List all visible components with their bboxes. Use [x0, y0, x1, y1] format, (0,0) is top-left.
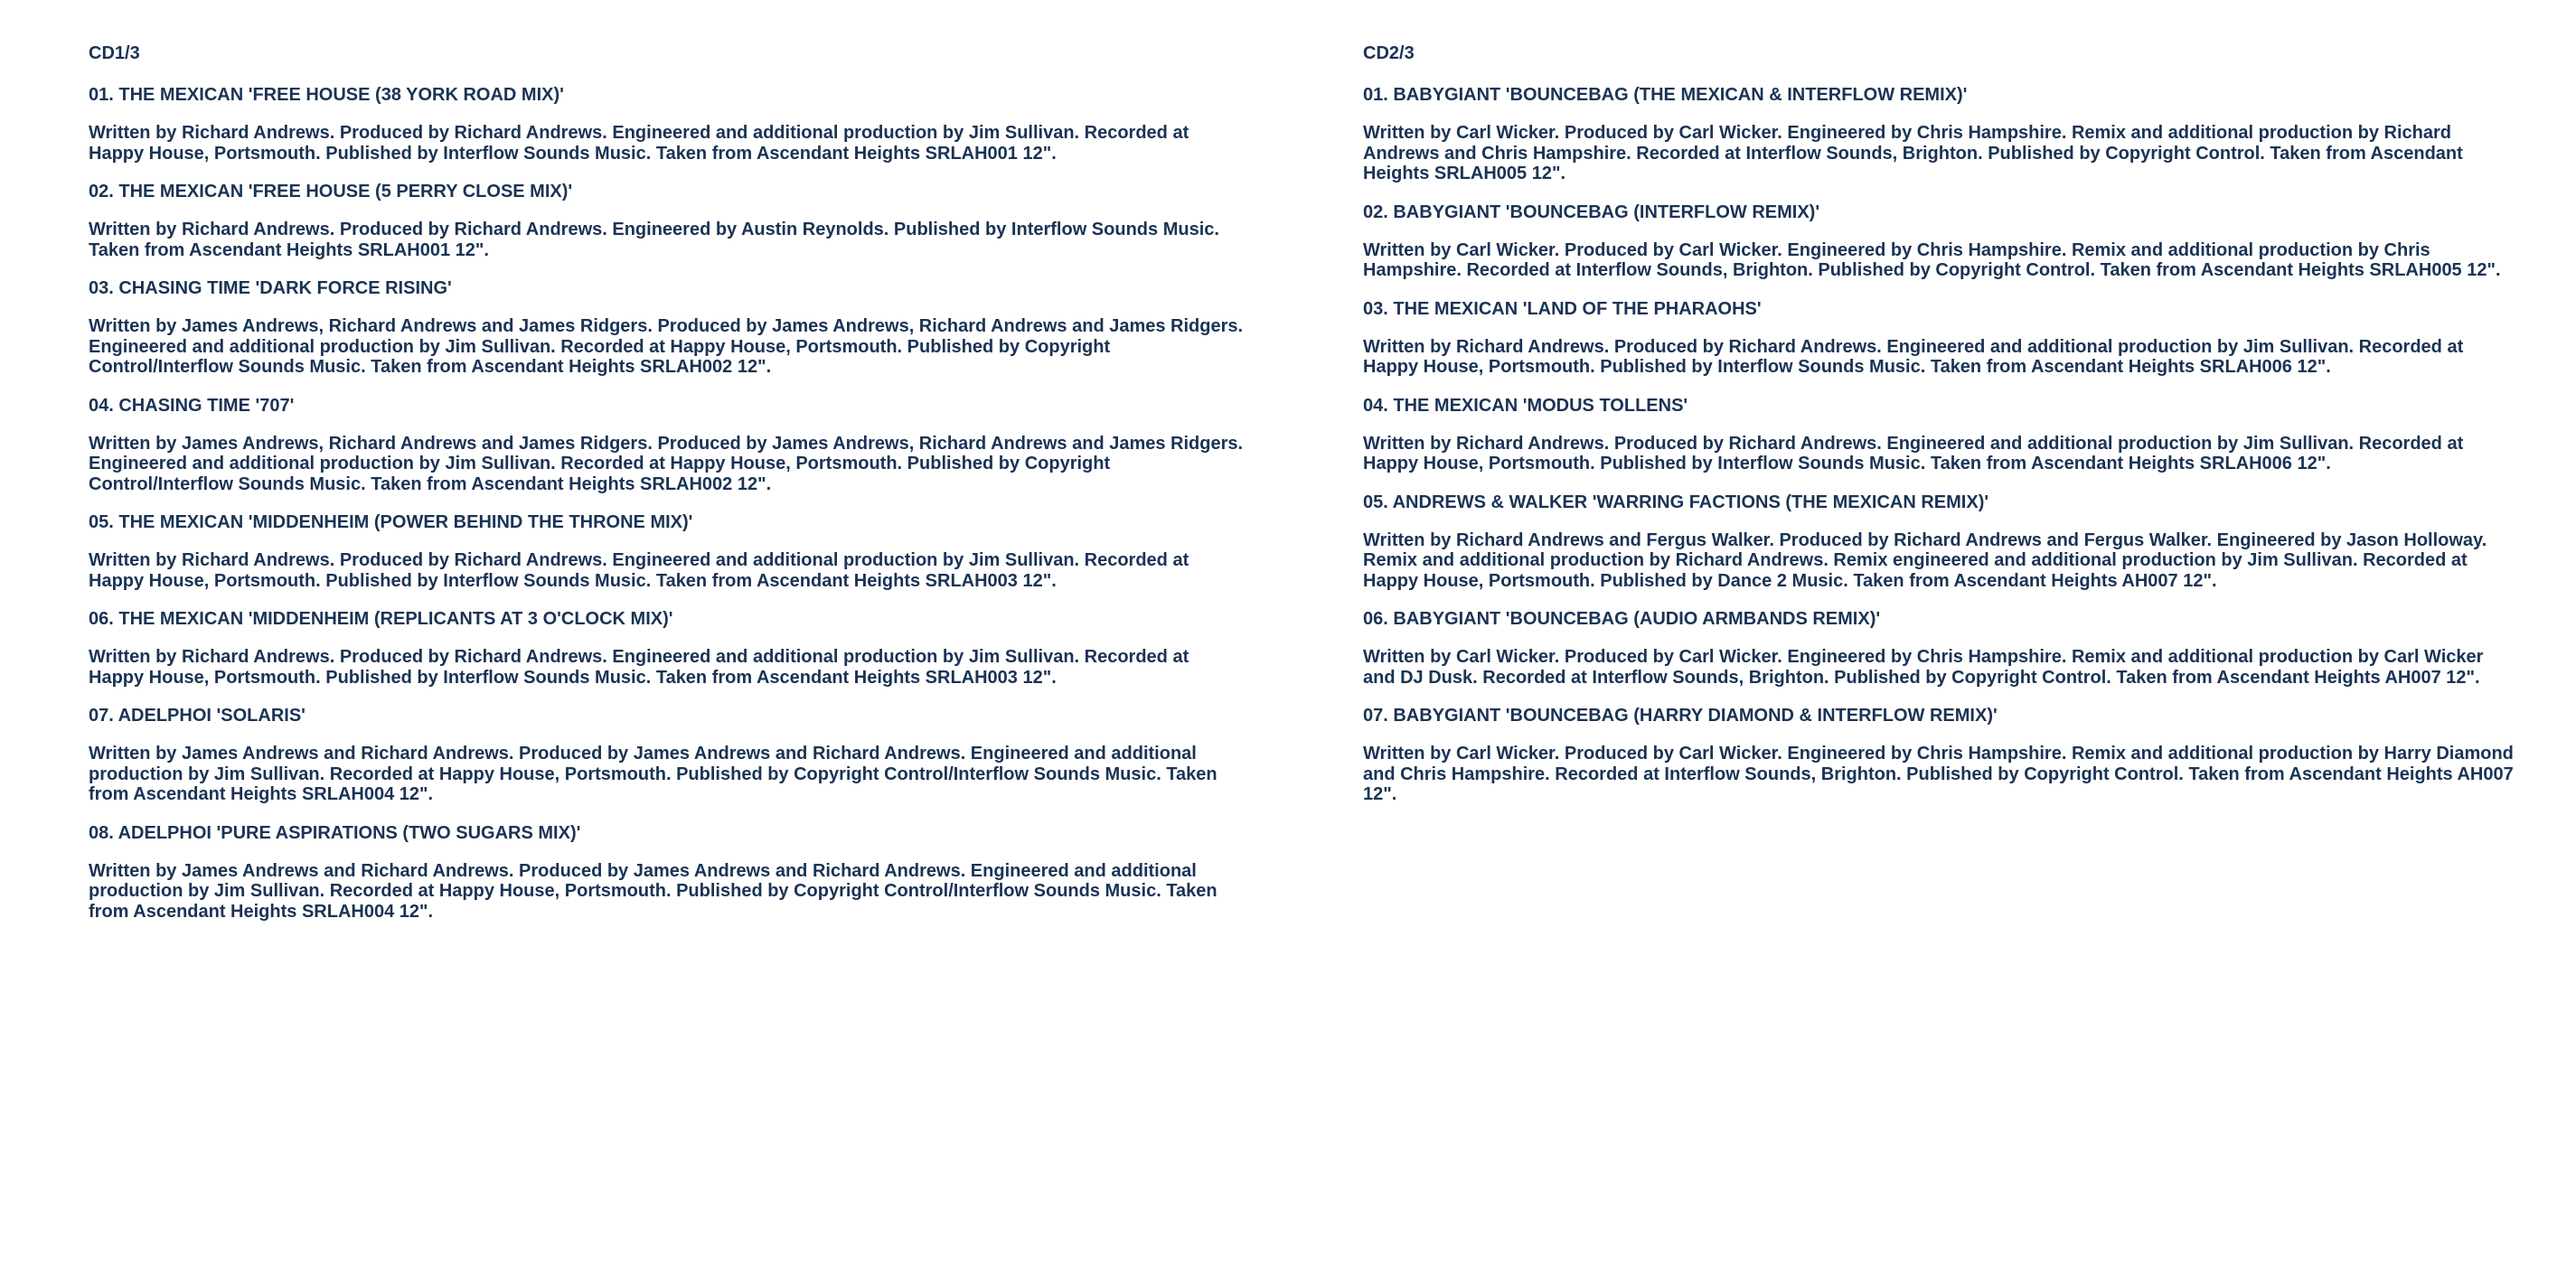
track-title: 06. THE MEXICAN 'MIDDENHEIM (REPLICANTS AT 3 O'CLOCK MIX)': [89, 609, 673, 629]
cd2-column: [1363, 40, 2520, 820]
track-credits: Written by Carl Wicker. Produced by Carl Wicker. Engineered by Chris Hampshire. Remix and additional production by Chris Hampshire. Recorded at Interflow Sounds, Brighton. Published by Copyright Control. Taken from Ascendant Heights SRLAH005 12".: [1363, 239, 2501, 280]
cd1-track-5: [89, 509, 1246, 591]
track-title: 01. THE MEXICAN 'FREE HOUSE (38 YORK ROAD MIX)': [89, 85, 564, 105]
cd1-heading: CD1/3: [89, 43, 140, 63]
cd1-track-3: [89, 275, 1246, 378]
cd1-track-4: [89, 392, 1246, 495]
track-credits: Written by Carl Wicker. Produced by Carl Wicker. Engineered by Chris Hampshire. Remix and additional production by Richard Andrews and Chris Hampshire. Recorded at Interflow Sounds, Brighton. Published by Copyright Control. Taken from Ascendant Heights SRLAH005 12".: [1363, 123, 2463, 183]
track-credits: Written by James Andrews, Richard Andrews and James Ridgers. Produced by James Andrews, Richard Andrews and James Ridgers. Engineered and additional production by Jim Sullivan. Recorded at Happy House, Portsmouth. Published by Copyright Control/Interflow Sounds Music. Taken from Ascendant Heights SRLAH002 12".: [89, 433, 1244, 494]
cd1-track-6: [89, 605, 1246, 688]
cd1-track-1: [89, 81, 1246, 164]
track-credits: Written by Richard Andrews. Produced by Richard Andrews. Engineered and additional production by Jim Sullivan. Recorded at Happy House, Portsmouth. Published by Interflow Sounds Music. Taken from Ascendant Heights SRLAH006 12".: [1363, 336, 2464, 377]
track-credits: Written by James Andrews and Richard Andrews. Produced by James Andrews and Richard Andrews. Engineered and additional production by Jim Sullivan. Recorded at Happy House, Portsmouth. Published by Copyright Control/Interflow Sounds Music. Taken from Ascendant Heights SRLAH004 12".: [89, 860, 1217, 922]
track-title: 01. BABYGIANT 'BOUNCEBAG (THE MEXICAN & INTERFLOW REMIX)': [1363, 85, 1968, 105]
cd2-track-3: [1363, 295, 2520, 378]
cd2-track-5: [1363, 489, 2520, 592]
track-title: 04. CHASING TIME '707': [89, 395, 295, 416]
cd1-track-8: [89, 820, 1246, 923]
track-credits: Written by Richard Andrews. Produced by Richard Andrews. Engineered and additional production by Jim Sullivan. Recorded at Happy House, Portsmouth. Published by Interflow Sounds Music. Taken from Ascendant Heights SRLAH003 12".: [89, 647, 1189, 688]
track-title: 08. ADELPHOI 'PURE ASPIRATIONS (TWO SUGARS MIX)': [89, 822, 581, 843]
cd1-track-2: [89, 178, 1246, 260]
track-credits: Written by James Andrews and Richard Andrews. Produced by James Andrews and Richard Andrews. Engineered and additional production by Jim Sullivan. Recorded at Happy House, Portsmouth. Published by Copyright Control/Interflow Sounds Music. Taken from Ascendant Heights SRLAH004 12".: [89, 744, 1217, 804]
track-title: 07. BABYGIANT 'BOUNCEBAG (HARRY DIAMOND & INTERFLOW REMIX)': [1363, 706, 1998, 726]
track-credits: Written by Richard Andrews and Fergus Walker. Produced by Richard Andrews and Fergus Walker. Engineered by Jason Holloway. Remix and additional production by Richard Andrews. Remix engineered and additional production by Jim Sullivan. Recorded at Happy House, Portsmouth. Published by Dance 2 Music. Taken from Ascendant Heights AH007 12".: [1363, 529, 2487, 591]
track-title: 02. BABYGIANT 'BOUNCEBAG (INTERFLOW REMIX)': [1363, 201, 1820, 222]
cd2-track-7: [1363, 702, 2520, 805]
track-credits: Written by Richard Andrews. Produced by Richard Andrews. Engineered and additional production by Jim Sullivan. Recorded at Happy House, Portsmouth. Published by Interflow Sounds Music. Taken from Ascendant Heights SRLAH003 12".: [89, 550, 1189, 591]
track-credits: Written by Carl Wicker. Produced by Carl Wicker. Engineered by Chris Hampshire. Remix and additional production by Carl Wicker and DJ Dusk. Recorded at Interflow Sounds, Brighton. Published by Copyright Control. Taken from Ascendant Heights AH007 12".: [1363, 647, 2484, 688]
track-title: 07. ADELPHOI 'SOLARIS': [89, 706, 306, 726]
track-title: 05. ANDREWS & WALKER 'WARRING FACTIONS (THE MEXICAN REMIX)': [1363, 492, 1989, 512]
track-title: 03. THE MEXICAN 'LAND OF THE PHARAOHS': [1363, 298, 1762, 319]
cd2-heading: CD2/3: [1363, 43, 1415, 63]
cd2-track-2: [1363, 199, 2520, 281]
track-credits: Written by Richard Andrews. Produced by Richard Andrews. Engineered and additional production by Jim Sullivan. Recorded at Happy House, Portsmouth. Published by Interflow Sounds Music. Taken from Ascendant Heights SRLAH001 12".: [89, 123, 1189, 164]
cd1-track-7: [89, 702, 1246, 805]
cd2-track-1: [1363, 81, 2520, 184]
cd1-column: [89, 40, 1246, 936]
cd2-track-4: [1363, 392, 2520, 474]
track-credits: Written by James Andrews, Richard Andrews and James Ridgers. Produced by James Andrews, Richard Andrews and James Ridgers. Engineered and additional production by Jim Sullivan. Recorded at Happy House, Portsmouth. Published by Copyright Control/Interflow Sounds Music. Taken from Ascendant Heights SRLAH002 12".: [89, 316, 1244, 377]
track-title: 03. CHASING TIME 'DARK FORCE RISING': [89, 278, 452, 298]
cd2-track-6: [1363, 605, 2520, 688]
track-title: 05. THE MEXICAN 'MIDDENHEIM (POWER BEHIND THE THRONE MIX)': [89, 512, 693, 532]
track-title: 06. BABYGIANT 'BOUNCEBAG (AUDIO ARMBANDS REMIX)': [1363, 609, 1881, 629]
track-credits: Written by Richard Andrews. Produced by Richard Andrews. Engineered and additional production by Jim Sullivan. Recorded at Happy House, Portsmouth. Published by Interflow Sounds Music. Taken from Ascendant Heights SRLAH006 12".: [1363, 433, 2464, 473]
track-credits: Written by Carl Wicker. Produced by Carl Wicker. Engineered by Chris Hampshire. Remix and additional production by Harry Diamond and Chris Hampshire. Recorded at Interflow Sounds, Brighton. Published by Copyright Control. Taken from Ascendant Heights AH007 12".: [1363, 744, 2514, 804]
track-title: 04. THE MEXICAN 'MODUS TOLLENS': [1363, 395, 1688, 416]
track-title: 02. THE MEXICAN 'FREE HOUSE (5 PERRY CLOSE MIX)': [89, 182, 573, 201]
track-credits: Written by Richard Andrews. Produced by Richard Andrews. Engineered by Austin Reynolds. Published by Interflow Sounds Music. Taken from Ascendant Heights SRLAH001 12".: [89, 220, 1219, 260]
